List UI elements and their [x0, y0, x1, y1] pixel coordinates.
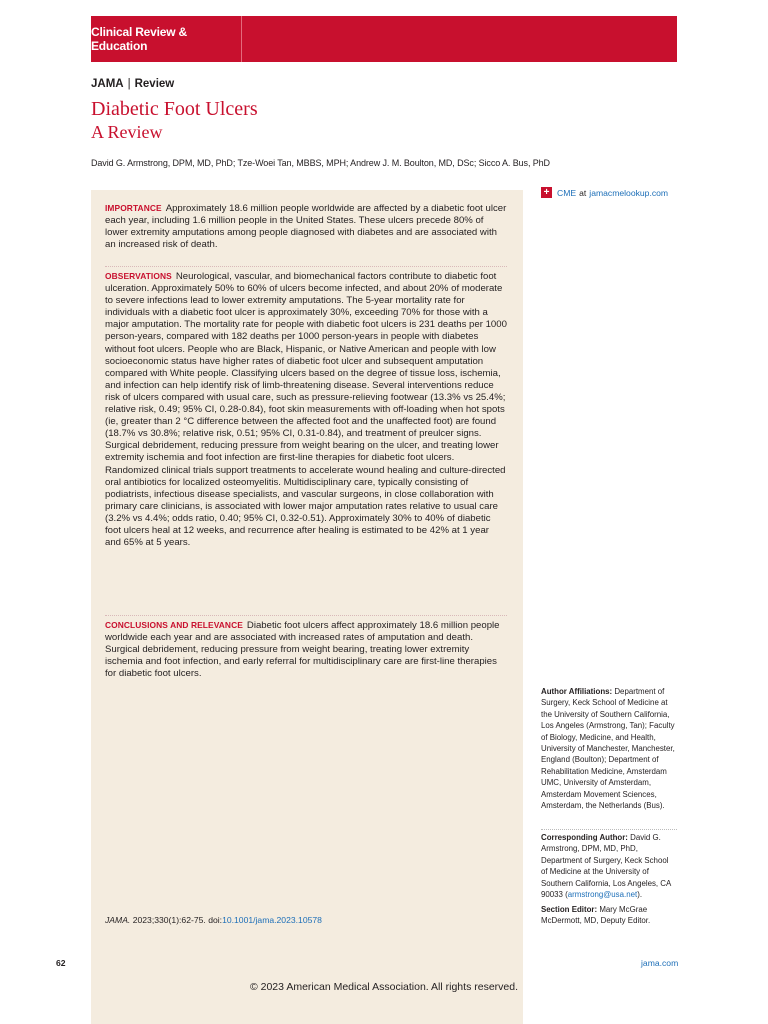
corresponding-author [541, 829, 677, 900]
section-editor [541, 904, 677, 927]
article-type: Review [134, 78, 175, 90]
conclusions-heading: CONCLUSIONS AND RELEVANCE [105, 620, 243, 630]
author-affiliations [541, 686, 677, 811]
section-tab[interactable]: Clinical Review & Education [91, 16, 242, 62]
article-subtitle: A Review [91, 122, 163, 142]
copyright-notice: © 2023 American Medical Association. All rights reserved. [249, 981, 519, 993]
observations-text: Neurological, vascular, and biomechanical factors contribute to diabetic foot ulceration. Approximately 50% to 60% of ulcers become infected, and about 20% of moderate to severe infections lead to lower extremity amputations. The 5-year mortality rate for individuals with a diabetic foot ulcer is approximately 30%, exceeding 70% for those with a major amputation. The mortality rate for people with diabetic foot ulcers is 231 deaths per 1000 person-years, compared with 182 deaths per 1000 person-years in people with diabetes without foot ulcers. People who are Black, Hispanic, or Native American and people with low socioeconomic status have higher rates of diabetic foot ulcer and subsequent amputation compared with White people. Classifying ulcers based on the degree of tissue loss, ischemia, and infection can help identify risk of limb-threatening disease. Several interventions reduce risk of ulcers compared with usual care, such as pressure-relieving footwear (13.3% vs 25.4%; relative risk, 0.49; 95% CI, 0.28-0.84), foot skin measurements with off-loading when hot spots (ie, greater than 2 °C difference between the affected foot and the unaffected foot) are found (18.7% vs 30.8%; relative risk, 0.51; 95% CI, 0.31-0.84), and treatment of preulcer signs. Surgical debridement, reducing pressure from weight bearing on the ulcer, and treating lower extremity ischemia and foot infection are first-line therapies for diabetic foot ulcers. Randomized clinical trials support treatments to accelerate wound healing and culture-directed oral antibiotics for localized osteomyelitis. Multidisciplinary care, typically consisting of podiatrists, infectious disease specialists, and vascular surgeons, in close collaboration with primary care clinicians, is associated with lower major amputation rates relative to usual care (3.2% vs 4.4%; odds ratio, 0.40; 95% CI, 0.32-0.51). Approximately 30% to 40% of diabetic foot ulcers heal at 12 weeks, and recurrence after healing is estimated to be 42% at 1 year and 65% at 5 years. [105, 271, 507, 549]
abstract-box [91, 190, 523, 1024]
observations-heading: OBSERVATIONS [105, 271, 172, 281]
cme-link[interactable]: jamacmelookup.com [589, 187, 669, 198]
journal-name: JAMA [91, 78, 124, 90]
abstract-conclusions [105, 615, 507, 680]
corresponding-heading: Corresponding Author: [541, 833, 628, 842]
importance-text: Approximately 18.6 million people worldwide are affected by a diabetic foot ulcer each year, including 1.6 million people in the United States. These ulcers precede 80% of lower extremity amputations among people diagnosed with diabetes and are associated with an increased risk of death. [105, 203, 507, 251]
importance-heading: IMPORTANCE [105, 203, 162, 213]
journal-separator: | [127, 78, 131, 90]
corresponding-end: ). [637, 890, 643, 900]
editor-heading: Section Editor: [541, 905, 598, 914]
cme-at: at [579, 187, 587, 198]
doi-link[interactable]: 10.1001/jama.2023.10578 [222, 915, 322, 925]
abstract-observations [105, 266, 507, 549]
section-header-bar [91, 16, 677, 62]
page-number: 62 [56, 958, 66, 968]
citation-line [105, 915, 322, 925]
editor-text: Mary McGrae McDermott, MD, Deputy Editor. [541, 905, 651, 926]
article-title: Diabetic Foot Ulcers [91, 98, 258, 120]
citation-journal: JAMA. [105, 915, 131, 925]
cme-label[interactable]: CME [557, 187, 577, 198]
plus-icon[interactable]: + [541, 187, 552, 198]
conclusions-text: Diabetic foot ulcers affect approximately 18.6 million people worldwide each year and are associated with increased rates of amputation and death. Surgical debridement, reducing pressure from weight bearing, treating lower extremity ischemia and foot infection, and early referral for multidisciplinary care are first-line therapies for diabetic foot ulcers. [105, 620, 500, 680]
corresponding-email-link[interactable]: armstrong@usa.net [567, 890, 638, 900]
corresponding-text: David G. Armstrong, DPM, MD, PhD, Department of Surgery, Keck School of Medicine at the University of Southern California, Los Angeles, CA 90033 ( [541, 833, 671, 900]
abstract-importance [105, 202, 507, 251]
citation-details: 2023;330(1):62-75. doi: [132, 915, 223, 925]
journal-line [91, 78, 174, 90]
site-link[interactable]: jama.com [641, 958, 679, 968]
affiliations-text: Department of Surgery, Keck School of Medicine at the University of Southern California, Los Angeles (Armstrong, Tan); Faculty of Biology, Medicine, and Health, University of Manchester, Manchester, England (Boulton); Department of Rehabilitation Medicine, Amsterdam UMC, University of Amsterdam, Amsterdam Movement Sciences, Amsterdam, the Netherlands (Bus). [541, 687, 675, 811]
cme-block [541, 187, 668, 198]
author-list: David G. Armstrong, DPM, MD, PhD; Tze-Woei Tan, MBBS, MPH; Andrew J. M. Boulton, MD, DSc; Sicco A. Bus, PhD [91, 158, 550, 168]
affiliations-heading: Author Affiliations: [541, 687, 613, 696]
